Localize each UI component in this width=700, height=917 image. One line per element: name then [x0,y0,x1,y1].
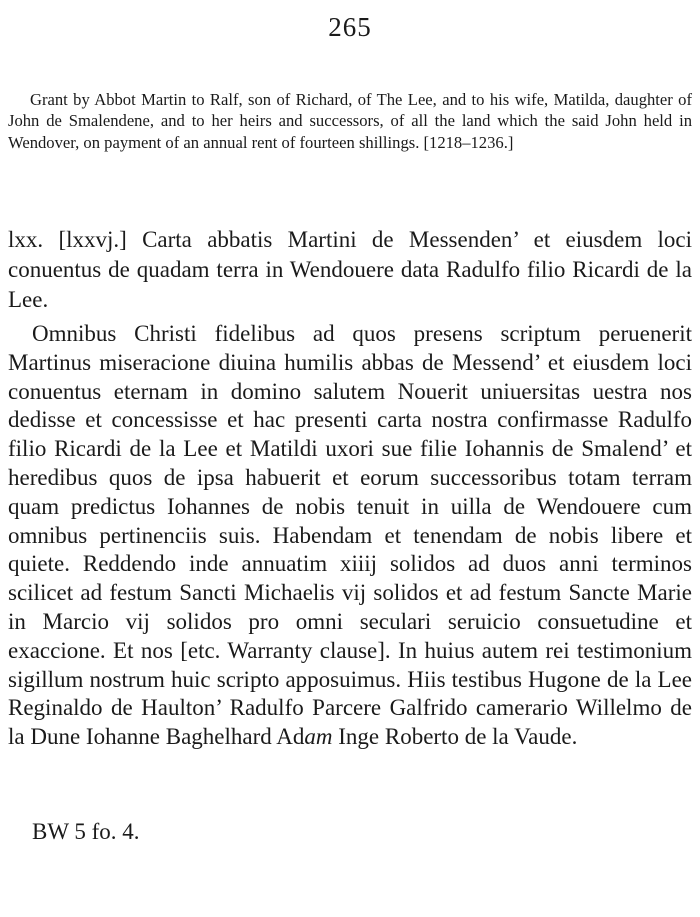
english-summary: Grant by Abbot Martin to Ralf, son of Richard, of The Lee, and to his wife, Matilda, daughter of John de Smalendene, and to her heirs and successors, of all the land which the said John held in Wendover, on payment of an annual rent of fourteen shillings. [1218–1236.] [8,89,692,152]
page-number: 265 [328,12,372,42]
charter-italic-expansion: am [304,724,333,750]
charter-body: Omnibus Christi fidelibus ad quos presens scriptum peruenerit Martinus miseracione diuina humilis abbas de Messend’ et eiusdem loci conuentus eternam in domino salutem Nouerit uniuersitas uestra nos dedisse et concessisse et hac presenti carta nostra confirmasse Radulfo filio Ricardi de la Lee et Matildi uxori sue filie Iohannis de Smalend’ et heredibus quos de ipsa habuerit et eorum successoribus totam terram quam predictus Iohannes de nobis tenuit in uilla de Wendouere cum omnibus pertinenciis suis. Habendam et tenendam de nobis libere et quiete. Reddendo inde annuatim xiiij solidos ad duos anni terminos scilicet ad festum Sancti Michaelis vij solidos et ad festum Sancte Marie in Marcio vij solidos pro omni seculari seruicio consuetudine et exaccione. Et nos [etc. Warranty clause]. In huius autem rei testimonium sigillum nostrum huic scripto apposuimus. Hiis testibus Hugone de la Lee Reginaldo de Haulton’ Radulfo Parcere Galfrido camerario Willelmo de la Dune Iohanne Baghelhard Ad [8,321,692,750]
charter-ending: Inge Roberto de la Vaude. [332,724,578,750]
charter-rubric: lxx. [lxxvj.] Carta abbatis Martini de Messenden’ et eiusdem loci conuentus de quadam terra in Wendouere data Radulfo filio Ricardi de la Lee. [8,227,692,312]
charter-text [8,320,692,752]
source-reference: BW 5 fo. 4. [32,819,140,844]
